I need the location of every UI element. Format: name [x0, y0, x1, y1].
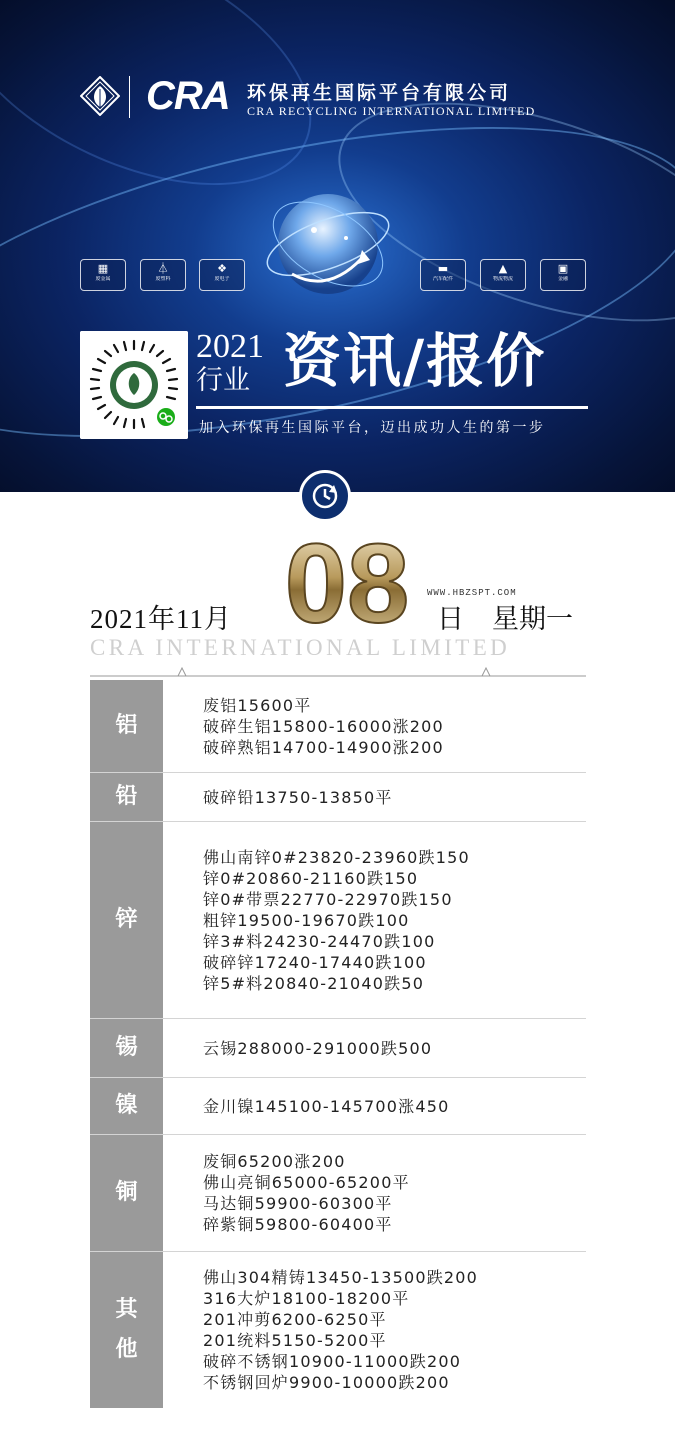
- price-row-copper: [90, 1135, 586, 1252]
- metal-label: 铜: [90, 1135, 163, 1251]
- price-line: 锌0#带票22770-22970跌150: [203, 889, 453, 909]
- mini-program-qr-code[interactable]: [80, 331, 188, 439]
- metal-label: 铅: [90, 773, 163, 821]
- category-auto-parts[interactable]: ▬ 汽车配件: [420, 259, 466, 291]
- plastic-icon: ⏃: [157, 262, 169, 275]
- price-line: 不锈钢回炉9900-10000跌200: [203, 1373, 450, 1392]
- website-url[interactable]: WWW.HBZSPT.COM: [427, 588, 517, 598]
- price-line: 破碎锌17240-17440跌100: [203, 952, 427, 972]
- price-line: 马达铜59900-60300平: [203, 1194, 393, 1213]
- price-line: 碎紫铜59800-60400平: [203, 1215, 393, 1234]
- price-line: 废铜65200涨200: [203, 1152, 346, 1171]
- category-waste-hardware[interactable]: ▦ 废金属: [80, 259, 126, 291]
- price-row-aluminum: [90, 680, 586, 773]
- price-line: 佛山亮铜65000-65200平: [203, 1173, 410, 1192]
- price-table: [90, 680, 586, 1408]
- price-row-nickel: [90, 1078, 586, 1135]
- price-line: 佛山南锌0#23820-23960跌150: [203, 847, 470, 867]
- price-line: 破碎生铝15800-16000涨200: [203, 716, 444, 736]
- price-line: 201冲剪6200-6250平: [203, 1310, 387, 1329]
- category-logistics[interactable]: ▲ 物流物流: [480, 259, 526, 291]
- header-banner: [0, 0, 675, 492]
- price-line: 佛山304精铸13450-13500跌200: [203, 1268, 479, 1287]
- leaf-logo-icon: [80, 76, 120, 116]
- price-line: 破碎不锈钢10900-11000跌200: [203, 1352, 462, 1371]
- ship-icon: ▲: [498, 262, 508, 275]
- day-char: 日: [437, 604, 464, 634]
- price-row-lead: [90, 773, 586, 822]
- price-line: 破碎熟铝14700-14900涨200: [203, 737, 444, 757]
- price-line: 破碎铅13750-13850平: [203, 787, 393, 807]
- date-year-month: 2021年11月: [90, 604, 232, 634]
- price-line: 201统料5150-5200平: [203, 1331, 387, 1350]
- category-finance[interactable]: ▣ 金融: [540, 259, 586, 291]
- price-line: 废铝15600平: [203, 695, 312, 715]
- divider-ornament: [90, 664, 586, 678]
- chip-icon: ❖: [217, 262, 227, 275]
- headline-title: 资讯/报价: [283, 327, 547, 395]
- price-line: 金川镍145100-145700涨450: [203, 1096, 450, 1116]
- big-day-number: [272, 526, 422, 634]
- metal-label: 锌: [90, 822, 163, 1018]
- finance-icon: ▣: [557, 262, 569, 275]
- brand-name-cn: 环保再生国际平台有限公司: [247, 82, 512, 104]
- category-waste-electronic[interactable]: ❖ 废电子: [199, 259, 245, 291]
- metal-label: 镍: [90, 1078, 163, 1134]
- refresh-clock-icon: [299, 470, 351, 522]
- price-line: 316大炉18100-18200平: [203, 1289, 410, 1308]
- watermark-text: CRA INTERNATIONAL LIMITED: [90, 635, 511, 660]
- metal-label: 铝: [90, 680, 163, 772]
- price-row-zinc: [90, 822, 586, 1019]
- brand-logo-text: CRA: [146, 74, 230, 118]
- price-row-tin: [90, 1019, 586, 1078]
- metal-label: 其 他: [90, 1252, 163, 1408]
- category-waste-plastic[interactable]: ⏃ 废塑料: [140, 259, 186, 291]
- price-line: 锌0#20860-21160跌150: [203, 868, 419, 888]
- slogan-text: 加入环保再生国际平台，迈出成功人生的第一步: [199, 420, 546, 436]
- industry-label: 行业: [196, 365, 250, 396]
- price-line: 粗锌19500-19670跌100: [203, 910, 410, 930]
- price-row-other: [90, 1252, 586, 1408]
- price-line: 云锡288000-291000跌500: [203, 1038, 433, 1058]
- brand-name-en: CRA RECYCLING INTERNATIONAL LIMITED: [247, 104, 536, 118]
- svg-text:08: 08: [284, 526, 410, 634]
- weekday: 星期一: [492, 604, 573, 634]
- car-icon: ▬: [437, 262, 449, 275]
- report-year: 2021: [196, 328, 264, 365]
- price-line: 锌5#料20840-21040跌50: [203, 973, 425, 993]
- logo-divider: [129, 76, 130, 118]
- date-day-weekday: [437, 597, 573, 636]
- price-line: 锌3#料24230-24470跌100: [203, 931, 436, 951]
- metal-label: 锡: [90, 1019, 163, 1077]
- headline-underline: [196, 406, 588, 409]
- globe-icon: [262, 178, 394, 310]
- metal-bars-icon: ▦: [97, 262, 109, 275]
